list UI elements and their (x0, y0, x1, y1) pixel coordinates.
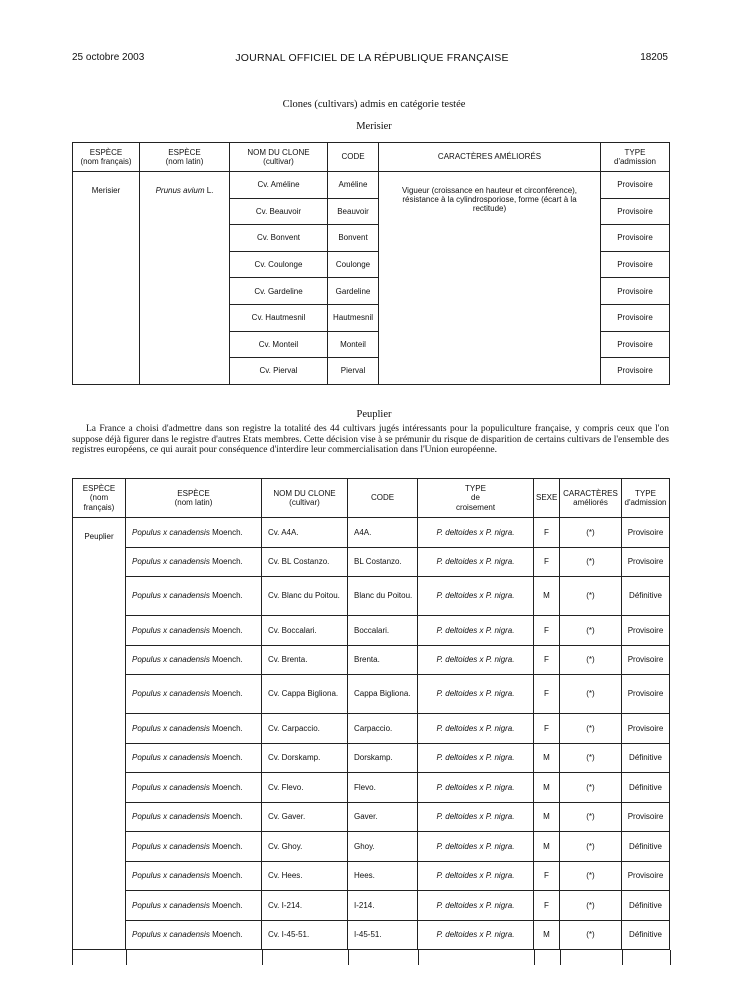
type-admission-cell: Provisoire (601, 304, 670, 331)
sexe-cell: M (534, 832, 560, 862)
clone-name-cell: Cv. Monteil (230, 331, 328, 358)
latin-name: Populus x canadensis (132, 527, 210, 537)
code-cell: Hees. (348, 861, 418, 891)
latin-name: Populus x canadensis (132, 689, 210, 699)
espece-lat-cell (126, 802, 262, 832)
code-cell: Beauvoir (328, 198, 379, 225)
latin-name: Populus x canadensis (132, 871, 210, 881)
latin-author: Moench. (212, 723, 243, 733)
type-admission-cell: Provisoire (601, 198, 670, 225)
col-header-espece-fr: ESPÈCE (nom français) (73, 479, 126, 518)
type-admission-cell: Définitive (622, 891, 670, 921)
code-cell: Pierval (328, 358, 379, 385)
code-cell: Hautmesnil (328, 304, 379, 331)
sexe-cell: F (534, 675, 560, 714)
table-row (73, 920, 670, 950)
table-row (73, 172, 670, 199)
table-row (73, 861, 670, 891)
espece-lat-cell (126, 832, 262, 862)
table-header-row (73, 479, 670, 518)
clone-name-cell: Cv. Cappa Bigliona. (262, 675, 348, 714)
code-cell: Dorskamp. (348, 743, 418, 773)
caracteres-cell: (*) (560, 861, 622, 891)
caracteres-cell: (*) (560, 832, 622, 862)
col-header-type-croisement: TYPE de croisement (418, 479, 534, 518)
cross-type-cell: P. deltoides x P. nigra. (418, 743, 534, 773)
espece-lat-cell (126, 616, 262, 646)
latin-author: Moench. (212, 557, 243, 567)
col-header-espece-lat: ESPÈCE (nom latin) (126, 479, 262, 518)
clone-name-cell: Cv. Coulonge (230, 251, 328, 278)
caracteres-cell: (*) (560, 616, 622, 646)
sexe-cell: F (534, 645, 560, 675)
latin-author: Moench. (212, 782, 243, 792)
espece-lat-cell (126, 891, 262, 921)
latin-author: Moench. (212, 689, 243, 699)
espece-lat-cell (126, 645, 262, 675)
col-header-caracteres: CARACTÈRES AMÉLIORÉS (379, 143, 601, 172)
code-cell: Boccalari. (348, 616, 418, 646)
type-admission-cell: Définitive (622, 743, 670, 773)
caracteres-cell: (*) (560, 577, 622, 616)
cross-type-cell: P. deltoides x P. nigra. (418, 645, 534, 675)
cross-type-cell: P. deltoides x P. nigra. (418, 547, 534, 577)
section1-subtitle: Merisier (356, 121, 392, 132)
type-admission-cell: Définitive (622, 832, 670, 862)
sexe-cell: M (534, 743, 560, 773)
caracteres-cell: (*) (560, 547, 622, 577)
merisier-table (72, 142, 670, 385)
table-row (73, 891, 670, 921)
caracteres-cell: (*) (560, 675, 622, 714)
type-admission-cell: Provisoire (601, 331, 670, 358)
latin-author: L. (206, 186, 214, 195)
clone-name-cell: Cv. Dorskamp. (262, 743, 348, 773)
code-cell: Coulonge (328, 251, 379, 278)
type-admission-cell: Provisoire (601, 251, 670, 278)
caracteres-cell: (*) (560, 743, 622, 773)
clone-name-cell: Cv. Hees. (262, 861, 348, 891)
latin-name: Populus x canadensis (132, 723, 210, 733)
table-row (73, 743, 670, 773)
sexe-cell: F (534, 518, 560, 548)
code-cell: Carpaccio. (348, 714, 418, 744)
cross-type-cell: P. deltoides x P. nigra. (418, 832, 534, 862)
code-cell: Bonvent (328, 225, 379, 252)
sexe-cell: M (534, 920, 560, 950)
latin-author: Moench. (212, 841, 243, 851)
latin-author: Moench. (212, 930, 243, 940)
espece-lat-cell (126, 773, 262, 803)
clone-name-cell: Cv. Bonvent (230, 225, 328, 252)
clone-name-cell: Cv. A4A. (262, 518, 348, 548)
cross-type-cell: P. deltoides x P. nigra. (418, 773, 534, 803)
type-admission-cell: Provisoire (622, 675, 670, 714)
code-cell: Cappa Bigliona. (348, 675, 418, 714)
col-header-espece-lat: ESPÈCE (nom latin) (140, 143, 230, 172)
espece-lat-cell (126, 714, 262, 744)
code-cell: Brenta. (348, 645, 418, 675)
type-admission-cell: Définitive (622, 920, 670, 950)
code-cell: Ghoy. (348, 832, 418, 862)
clone-name-cell: Cv. I-45-51. (262, 920, 348, 950)
code-cell: A4A. (348, 518, 418, 548)
section1-title: Clones (cultivars) admis en catégorie testée (282, 99, 466, 110)
table-row (73, 518, 670, 548)
table-row (73, 802, 670, 832)
latin-author: Moench. (212, 591, 243, 601)
code-cell: I-45-51. (348, 920, 418, 950)
table-row (73, 577, 670, 616)
latin-author: Moench. (212, 625, 243, 635)
sexe-cell: F (534, 547, 560, 577)
type-admission-cell: Définitive (622, 773, 670, 803)
latin-name: Populus x canadensis (132, 625, 210, 635)
clone-name-cell: Cv. Beauvoir (230, 198, 328, 225)
latin-name: Populus x canadensis (132, 900, 210, 910)
type-admission-cell: Provisoire (601, 172, 670, 199)
intro-paragraph: La France a choisi d'admettre dans son registre la totalité des 44 cultivars jugés intéressants pour la populiculture française, y compris ceux que l'on suppose déjà figurer dans le registre d'autres Etats membres. Cette décision vise à se prémunir du risque de disparition de certains cultivars de l'ensemble des registres européens, ce qui aurait pour conséquence d'interdire leur commercialisation dans l'Union européenne. (72, 424, 669, 456)
col-header-nom-clone: NOM DU CLONE (cultivar) (262, 479, 348, 518)
latin-author: Moench. (212, 812, 243, 822)
col-header-code: CODE (348, 479, 418, 518)
cross-type-cell: P. deltoides x P. nigra. (418, 861, 534, 891)
code-cell: Gaver. (348, 802, 418, 832)
clone-name-cell: Cv. BL Costanzo. (262, 547, 348, 577)
espece-lat-cell (126, 743, 262, 773)
cross-type-cell: P. deltoides x P. nigra. (418, 675, 534, 714)
type-admission-cell: Provisoire (622, 547, 670, 577)
col-header-code: CODE (328, 143, 379, 172)
code-cell: Gardeline (328, 278, 379, 305)
caracteres-cell: (*) (560, 714, 622, 744)
table-header-row (73, 143, 670, 172)
table-row (73, 714, 670, 744)
table-row (73, 645, 670, 675)
code-cell: BL Costanzo. (348, 547, 418, 577)
latin-name: Populus x canadensis (132, 812, 210, 822)
latin-name: Populus x canadensis (132, 782, 210, 792)
clone-name-cell: Cv. Hautmesnil (230, 304, 328, 331)
section2-title: Peuplier (356, 409, 392, 420)
table-row (73, 773, 670, 803)
table-row (73, 832, 670, 862)
type-admission-cell: Provisoire (601, 225, 670, 252)
espece-lat-cell (126, 518, 262, 548)
page-header (72, 52, 672, 66)
code-cell: I-214. (348, 891, 418, 921)
caracteres-cell: (*) (560, 802, 622, 832)
clone-name-cell: Cv. I-214. (262, 891, 348, 921)
sexe-cell: F (534, 891, 560, 921)
cross-type-cell: P. deltoides x P. nigra. (418, 920, 534, 950)
clone-name-cell: Cv. Flevo. (262, 773, 348, 803)
clone-name-cell: Cv. Gardeline (230, 278, 328, 305)
cross-type-cell: P. deltoides x P. nigra. (418, 714, 534, 744)
code-cell: Améline (328, 172, 379, 199)
espece-lat-cell (126, 675, 262, 714)
sexe-cell: M (534, 802, 560, 832)
espece-lat-cell (126, 920, 262, 950)
type-admission-cell: Provisoire (622, 616, 670, 646)
journal-title: JOURNAL OFFICIEL DE LA RÉPUBLIQUE FRANÇAISE (235, 52, 509, 64)
clone-name-cell: Cv. Ghoy. (262, 832, 348, 862)
espece-lat-cell (126, 577, 262, 616)
type-admission-cell: Provisoire (601, 278, 670, 305)
cross-type-cell: P. deltoides x P. nigra. (418, 891, 534, 921)
type-admission-cell: Provisoire (622, 714, 670, 744)
col-header-nom-clone: NOM DU CLONE (cultivar) (230, 143, 328, 172)
caracteres-cell: (*) (560, 773, 622, 803)
espece-lat-cell (126, 547, 262, 577)
espece-fr-cell: Peuplier (73, 518, 126, 950)
espece-lat-cell (140, 172, 230, 385)
caracteres-cell: (*) (560, 920, 622, 950)
cross-type-cell: P. deltoides x P. nigra. (418, 577, 534, 616)
code-cell: Flevo. (348, 773, 418, 803)
clone-name-cell: Cv. Blanc du Poitou. (262, 577, 348, 616)
latin-name: Populus x canadensis (132, 930, 210, 940)
col-header-type: TYPE d'admission (601, 143, 670, 172)
type-admission-cell: Provisoire (601, 358, 670, 385)
clone-name-cell: Cv. Améline (230, 172, 328, 199)
caracteres-cell: (*) (560, 891, 622, 921)
caracteres-cell: Vigueur (croissance en hauteur et circonférence), résistance à la cylindrosporiose, forme (écart à la rectitude) (379, 172, 601, 385)
col-header-type-admission: TYPE d'admission (622, 479, 670, 518)
col-header-sexe: SEXE (534, 479, 560, 518)
latin-name: Prunus avium (155, 186, 205, 195)
clone-name-cell: Cv. Brenta. (262, 645, 348, 675)
publication-date: 25 octobre 2003 (72, 52, 145, 63)
cross-type-cell: P. deltoides x P. nigra. (418, 616, 534, 646)
type-admission-cell: Définitive (622, 577, 670, 616)
clone-name-cell: Cv. Carpaccio. (262, 714, 348, 744)
latin-author: Moench. (212, 753, 243, 763)
clone-name-cell: Cv. Gaver. (262, 802, 348, 832)
code-cell: Monteil (328, 331, 379, 358)
col-header-espece-fr: ESPÈCE (nom français) (73, 143, 140, 172)
latin-name: Populus x canadensis (132, 591, 210, 601)
latin-name: Populus x canadensis (132, 841, 210, 851)
cross-type-cell: P. deltoides x P. nigra. (418, 518, 534, 548)
sexe-cell: F (534, 714, 560, 744)
peuplier-table (72, 478, 670, 950)
latin-name: Populus x canadensis (132, 655, 210, 665)
latin-author: Moench. (212, 527, 243, 537)
type-admission-cell: Provisoire (622, 518, 670, 548)
latin-name: Populus x canadensis (132, 753, 210, 763)
espece-fr-cell: Merisier (73, 172, 140, 385)
type-admission-cell: Provisoire (622, 861, 670, 891)
table-row (73, 616, 670, 646)
sexe-cell: F (534, 861, 560, 891)
table-row (73, 547, 670, 577)
table-row (73, 675, 670, 714)
clone-name-cell: Cv. Boccalari. (262, 616, 348, 646)
page-number: 18205 (640, 52, 668, 63)
cross-type-cell: P. deltoides x P. nigra. (418, 802, 534, 832)
latin-author: Moench. (212, 900, 243, 910)
table-continuation (72, 950, 671, 965)
sexe-cell: M (534, 773, 560, 803)
clone-name-cell: Cv. Pierval (230, 358, 328, 385)
sexe-cell: M (534, 577, 560, 616)
caracteres-cell: (*) (560, 645, 622, 675)
type-admission-cell: Provisoire (622, 802, 670, 832)
type-admission-cell: Provisoire (622, 645, 670, 675)
latin-author: Moench. (212, 655, 243, 665)
code-cell: Blanc du Poitou. (348, 577, 418, 616)
latin-name: Populus x canadensis (132, 557, 210, 567)
col-header-caracteres: CARACTÈRES améliorés (560, 479, 622, 518)
latin-author: Moench. (212, 871, 243, 881)
espece-lat-cell (126, 861, 262, 891)
sexe-cell: F (534, 616, 560, 646)
caracteres-cell: (*) (560, 518, 622, 548)
